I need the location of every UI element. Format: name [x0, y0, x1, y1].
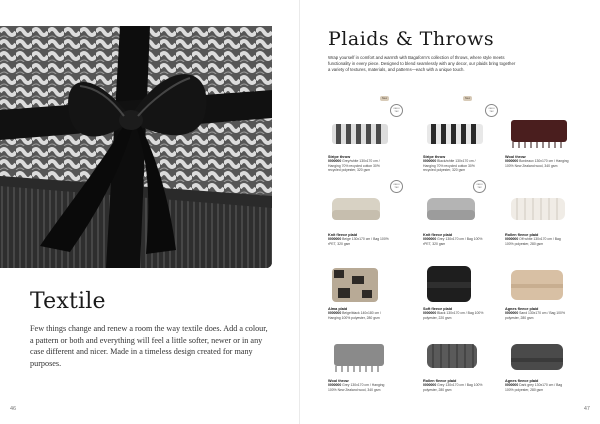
product-image: [423, 183, 505, 232]
product-name: Soft fleece plaid: [423, 307, 453, 311]
product-description: 0000000 Beige/black 140x180 cm / Hanging 100% polyester, 280 gsm: [328, 311, 381, 320]
product-card[interactable]: [328, 97, 410, 173]
certification-badge-icon: OEKO TEX: [485, 104, 498, 117]
product-description: 0000000 Dark grey 130x170 cm / Bag 100% polyester, 280 gsm: [505, 383, 563, 392]
textile-heading: Textile: [30, 289, 106, 314]
plaids-throws-heading: Plaids & Throws: [328, 28, 495, 50]
product-image: [423, 262, 505, 306]
product-description: 0000000 Sand 130x170 cm / Bag 100% polyester, 280 gsm: [505, 311, 565, 320]
product-image: [328, 183, 410, 232]
product-card[interactable]: [423, 334, 505, 392]
product-description: 0000000 Grey 130x170 cm / Hanging 100% New Zealand wool, 340 gsm: [328, 383, 385, 392]
product-name: Wool throw: [505, 155, 526, 159]
product-name: Alma plaid: [328, 307, 348, 311]
new-tag: New: [464, 97, 471, 100]
product-description: 0000000 Bordeaux 130x170 cm / Hanging 100% New Zealand wool, 340 gsm: [505, 159, 569, 168]
product-name: Knit fleece plaid: [423, 233, 453, 237]
hero-photo-blanket-with-ribbon: [0, 26, 272, 268]
product-card[interactable]: [423, 97, 505, 173]
product-name: Stripe throw: [328, 155, 351, 159]
product-description: 0000000 Beige 130x170 cm / Bag 100% rPET, 320 gsm: [328, 237, 389, 246]
product-card[interactable]: [505, 110, 587, 168]
product-name: Agnes fleece plaid: [505, 307, 539, 311]
product-image: [423, 334, 505, 378]
product-image: [505, 188, 587, 232]
product-card[interactable]: [423, 262, 505, 320]
textile-description: Few things change and renew a room the way textile does. Add a colour, a pattern or both and everything will feel a little softer, newer or in any case different and nicer. Made in a timeless design created for many purposes.: [30, 324, 268, 368]
product-description: 0000000 Black/white 130x170 cm / Hanging 70% recycled cotton 30% recycled polyester, 320 gsm: [423, 159, 476, 173]
product-card[interactable]: [328, 334, 410, 392]
product-name: Agnes fleece plaid: [505, 379, 539, 383]
plaids-intro: Wrap yourself in comfort and warmth with Bagaform's collection of throws, where style meets functionality in every piece. Designed to blend seamlessly with any decor, our plaids bring together a variety of textures, materials, and patterns—each with a unique touch.: [328, 55, 516, 73]
right-page: [300, 0, 600, 424]
product-card[interactable]: [505, 334, 587, 392]
product-name: Rollen fleece plaid: [423, 379, 457, 383]
certification-badge-icon: OEKO TEX: [390, 104, 403, 117]
product-description: 0000000 Grey 130x170 cm / Bag 100% polyester, 280 gsm: [423, 383, 483, 392]
product-image: [328, 262, 410, 306]
product-card[interactable]: [423, 183, 505, 246]
new-tag: New: [381, 97, 388, 100]
product-card[interactable]: [505, 188, 587, 246]
product-name: Wool throw: [328, 379, 349, 383]
product-name: Knit fleece plaid: [328, 233, 358, 237]
product-image: [423, 97, 505, 154]
product-card[interactable]: [328, 262, 410, 320]
product-name: Stripe throw: [423, 155, 446, 159]
product-description: 0000000 Grey/white 130x170 cm / Hanging 70% recycled cotton 30% recycled polyester, 320 gsm: [328, 159, 380, 173]
product-description: 0000000 Grey 130x170 cm / Bag 100% rPET, 320 gsm: [423, 237, 483, 246]
product-name: Rollen fleece plaid: [505, 233, 539, 237]
product-image: [328, 334, 410, 378]
product-card[interactable]: [328, 183, 410, 246]
product-image: [505, 262, 587, 306]
product-card[interactable]: [505, 262, 587, 320]
certification-badge-icon: OEKO TEX: [390, 180, 403, 193]
product-image: [505, 110, 587, 154]
product-description: 0000000 Off white 130x170 cm / Bag 100% polyester, 280 gsm: [505, 237, 561, 246]
certification-badge-icon: OEKO TEX: [473, 180, 486, 193]
product-image: [328, 97, 410, 154]
product-description: 0000000 Black 130x170 cm / Bag 100% polyester, 220 gsm: [423, 311, 484, 320]
page-number-right: 47: [583, 406, 590, 412]
page-number-left: 46: [10, 406, 17, 412]
product-image: [505, 334, 587, 378]
